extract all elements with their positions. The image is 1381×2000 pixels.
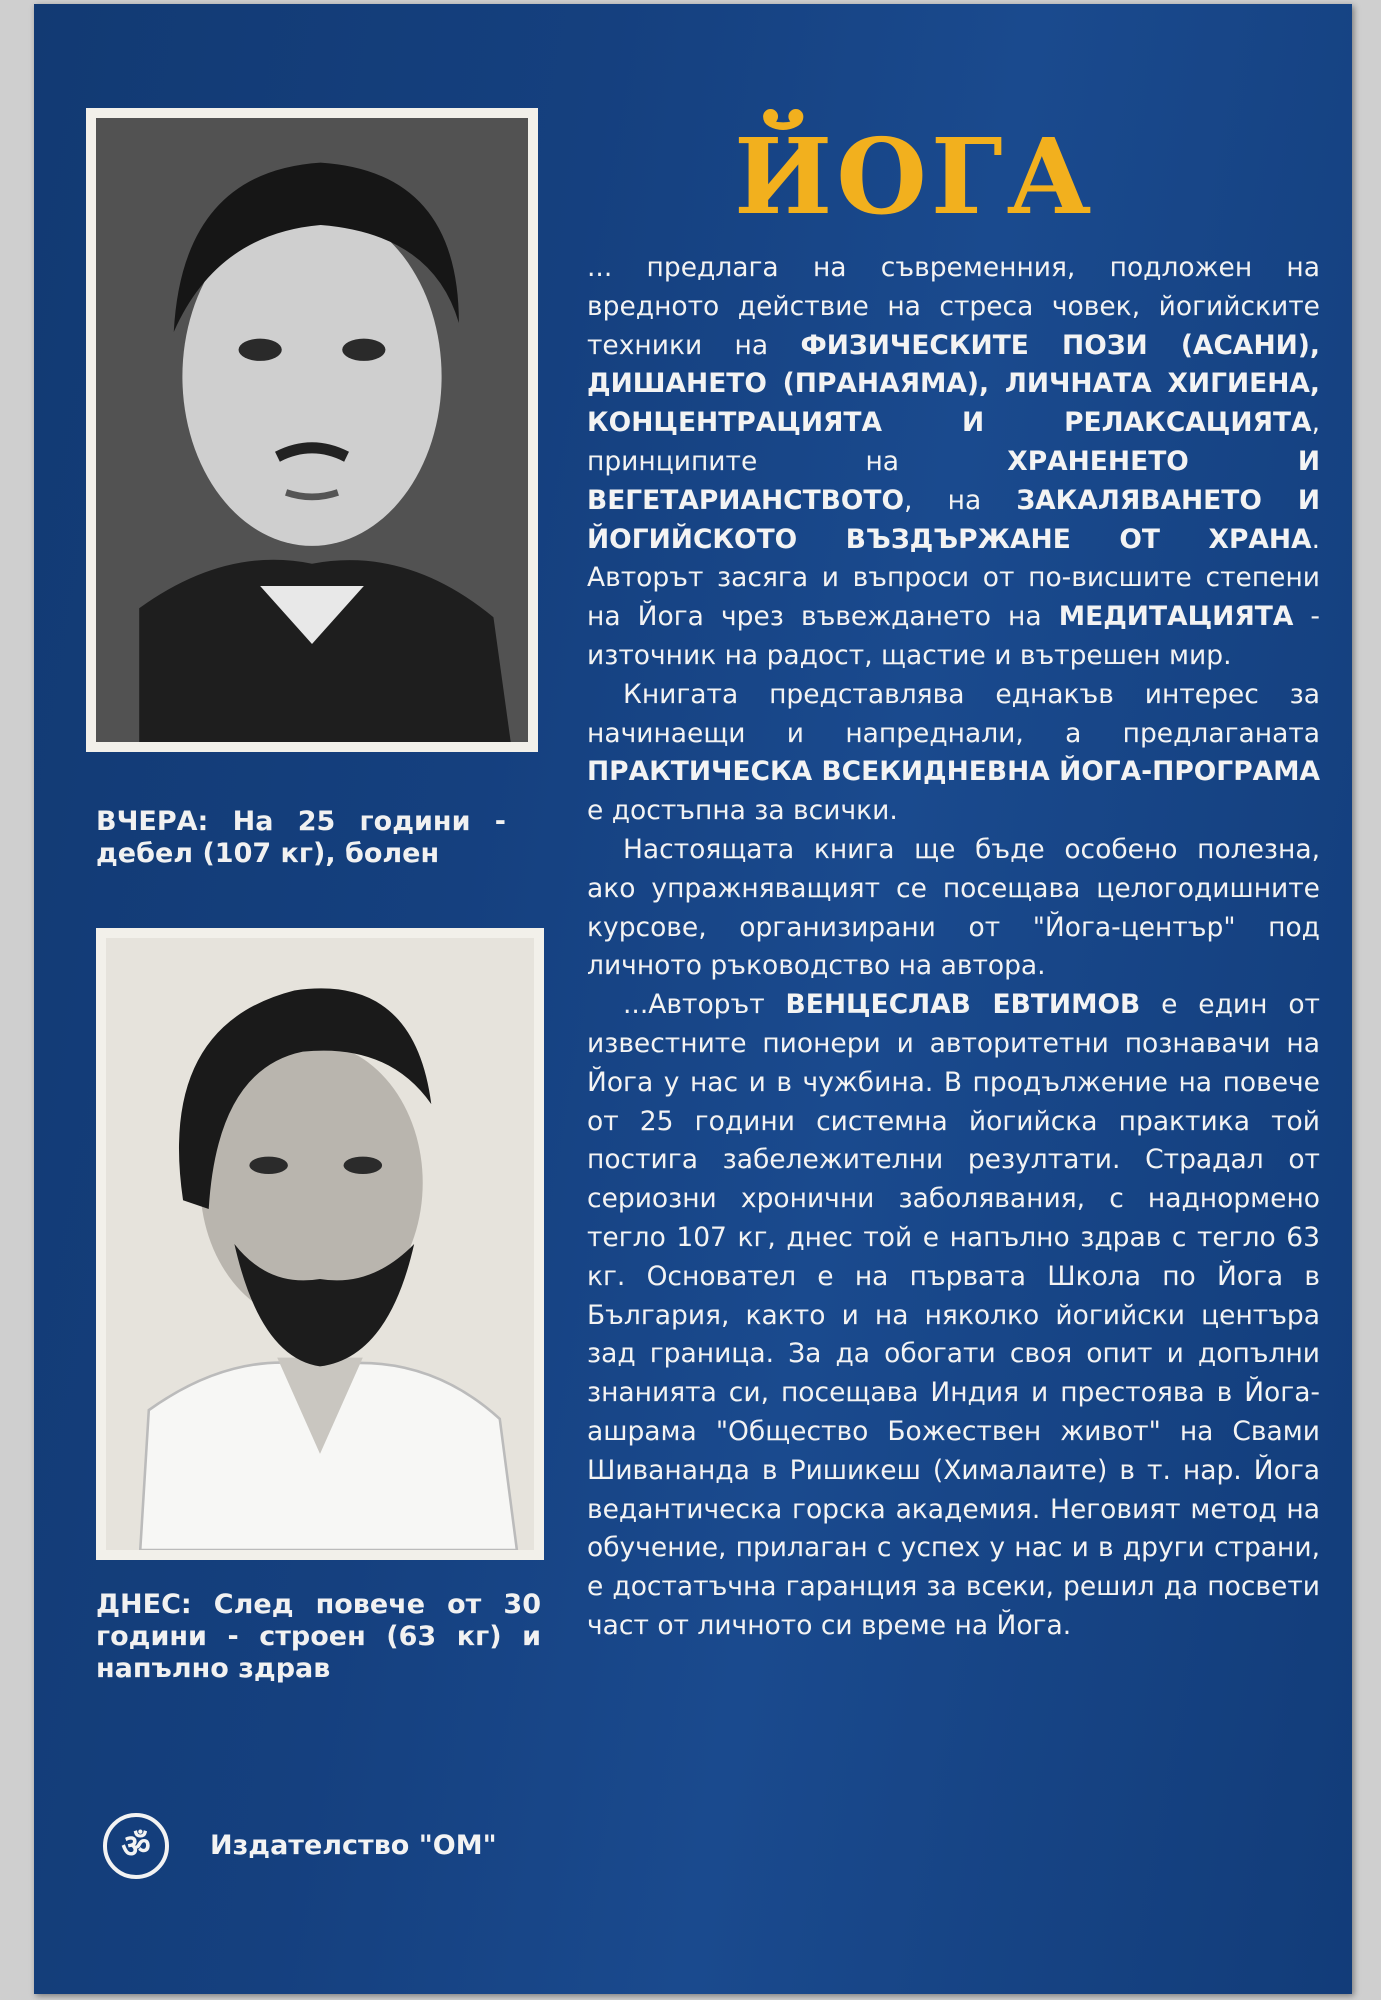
emphasis-run: ХРАНЕНЕТО И ВЕГЕТАРИАНСТВОТО [587, 445, 1320, 516]
emphasis-run: МЕДИТАЦИЯТА [1058, 601, 1294, 633]
paragraph-courses: Настоящата книга ще бъде особено полезна, ако упражняващият се посещава целогодишните курсове, организирани от "Йога-център" под личното ръководство на автора. [587, 833, 1320, 982]
portrait-before-image [96, 118, 528, 742]
caption-yesterday: ВЧЕРА: На 25 години - дебел (107 кг), болен [96, 806, 506, 869]
text-run: - източник на радост, щастие и вътрешен мир. [587, 601, 1320, 671]
text-run: ... предлага на съвременния, подложен на вредното действие на стреса човек, йогийските техники на [587, 252, 1320, 361]
description-text [587, 249, 1320, 1646]
paragraph-intro [587, 249, 1320, 676]
paragraph-program [587, 676, 1320, 831]
text-run: . Авторът засяга и въпроси от по-висшите степени на Йога чрез въвеждането на [587, 523, 1320, 633]
text-run: Книгата представлява еднакъв интерес за начинаещи и напреднали, а предлаганата [587, 678, 1320, 749]
text-run: ...Авторът [623, 989, 786, 1021]
text-run: , на [904, 484, 1017, 516]
author-photo-yesterday [86, 108, 538, 752]
paragraph-author [587, 986, 1320, 1646]
text-run: е достъпна за всички. [587, 795, 898, 827]
publisher-label: Издателство "ОМ" [210, 1830, 497, 1861]
book-title: ЙОГА [734, 115, 1096, 238]
book-back-cover [34, 4, 1352, 1994]
emphasis-run: ЗАКАЛЯВАНЕТО И ЙОГИЙСКОТО ВЪЗДЪРЖАНЕ ОТ ХРАНА [587, 484, 1320, 555]
emphasis-run: ПРАКТИЧЕСКА ВСЕКИДНЕВНА ЙОГА-ПРОГРАМА [587, 756, 1320, 788]
emphasis-run: ФИЗИЧЕСКИТЕ ПОЗИ (АСАНИ), ДИШАНЕТО (ПРАНАЯМА), ЛИЧНАТА ХИГИЕНА, КОНЦЕНТРАЦИЯТА И РЕЛАКСАЦИЯТА [587, 329, 1320, 439]
om-symbol-icon [102, 1812, 170, 1880]
author-name: ВЕНЦЕСЛАВ ЕВТИМОВ [785, 989, 1141, 1021]
text-run: , принципите на [587, 407, 1320, 477]
publisher [102, 1812, 562, 1882]
author-photo-today [96, 928, 544, 1560]
svg-text:ॐ: ॐ [121, 1827, 151, 1865]
portrait-after-image [106, 938, 534, 1550]
text-run: е един от известните пионери и авторитетни познавачи на Йога у нас и в чужбина. В продължение на повече от 25 години системна йогийска практика той постига забележителни резултати. Страдал от сериозни хронични заболявания, с наднормено тегло 107 кг, днес той е напълно здрав с тегло 63 кг. Основател е на първата Школа по Йога в България, както и на няколко йогийски центъра зад граница. За да обогати своя опит и допълни знанията си, посещава Индия и престоява в Йога-ашрама "Общество Божествен живот" на Свами Шивананда в Ришикеш (Хималаите) в т. нар. Йога ведантическа горска академия. Неговият метод на обучение, прилаган с успех у нас и в други страни, е достатъчна гаранция за всеки, решил да посвети част от личното си време на Йога. [587, 989, 1320, 1641]
caption-today: ДНЕС: След повече от 30 години - строен (63 кг) и напълно здрав [96, 1589, 541, 1684]
